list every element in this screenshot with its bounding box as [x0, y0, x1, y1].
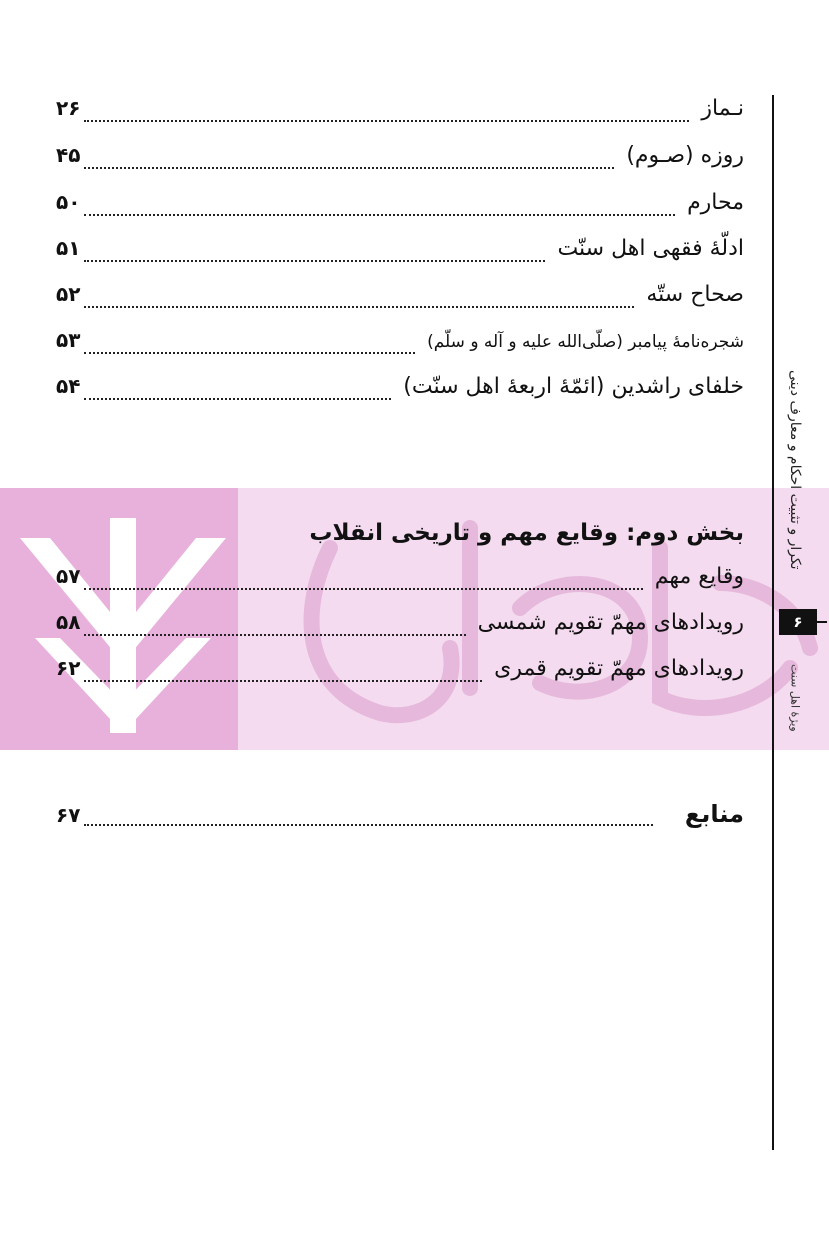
toc-row[interactable]	[56, 282, 744, 322]
toc-entry-page: ۵۷	[56, 564, 81, 588]
side-rule	[772, 95, 774, 1150]
toc-entry-title: صحاح ستّه	[646, 282, 744, 307]
toc-leader-dots	[84, 634, 465, 636]
toc-leader-dots	[84, 260, 545, 262]
toc-row-sources[interactable]	[56, 800, 744, 840]
toc-entry-page: ۵۴	[56, 374, 81, 398]
toc-row[interactable]	[56, 374, 744, 414]
toc-entry-page: ۵۰	[56, 190, 81, 214]
page-number-tick	[817, 621, 827, 623]
toc-entry-title: ادلّهٔ فقهی اهل سنّت	[557, 236, 744, 261]
running-subtitle: ویژهٔ اهل سنت	[788, 663, 802, 732]
toc-leader-dots	[84, 120, 689, 122]
toc-entry-title: نـماز	[701, 96, 744, 121]
toc-entry-title: وقایع مهم	[654, 564, 744, 589]
toc-row[interactable]	[56, 236, 744, 276]
toc-leader-dots	[84, 306, 634, 308]
toc-entry-title: محارم	[687, 190, 744, 215]
section-heading: بخش دوم: وقایع مهم و تاریخی انقلاب	[309, 520, 744, 546]
toc-entry-title: خلفای راشدین (ائمّهٔ اربعهٔ اهل سنّت)	[403, 374, 744, 399]
toc-row[interactable]	[56, 610, 744, 650]
toc-entry-page: ۶۲	[56, 656, 81, 680]
toc-entry-title: شجره‌نامهٔ پیامبر (صلّی‌الله علیه و آله و سلّم)	[427, 332, 744, 352]
toc-row[interactable]	[56, 190, 744, 230]
toc-leader-dots	[84, 214, 675, 216]
toc-row[interactable]	[56, 564, 744, 604]
toc-leader-dots	[84, 824, 653, 826]
toc-entry-page: ۵۸	[56, 610, 81, 634]
toc-leader-dots	[84, 167, 614, 169]
toc-entry-title: منابع	[684, 800, 744, 828]
toc-entry-title: رویدادهای مهمّ تقویم شمسی	[477, 610, 744, 635]
toc-entry-page: ۶۷	[56, 803, 81, 827]
toc-entry-page: ۵۲	[56, 282, 81, 306]
toc-leader-dots	[84, 352, 415, 354]
toc-row[interactable]	[56, 143, 744, 183]
toc-row[interactable]	[56, 656, 744, 696]
toc-leader-dots	[84, 680, 482, 682]
toc-entry-page: ۴۵	[56, 143, 81, 167]
toc-row[interactable]	[56, 328, 744, 368]
toc-entry-page: ۵۱	[56, 236, 81, 260]
toc-row[interactable]	[56, 96, 744, 136]
toc-entry-page: ۵۳	[56, 328, 81, 352]
toc-entry-title: روزه (صـوم)	[626, 143, 744, 168]
page-number-badge: ۶	[779, 609, 817, 635]
toc-leader-dots	[84, 398, 391, 400]
toc-leader-dots	[84, 588, 642, 590]
running-title: تکرار و تثبیت احکام و معارف دینی	[787, 370, 803, 570]
toc-entry-title: رویدادهای مهمّ تقویم قمری	[494, 656, 744, 681]
toc-entry-page: ۲۶	[56, 96, 81, 120]
